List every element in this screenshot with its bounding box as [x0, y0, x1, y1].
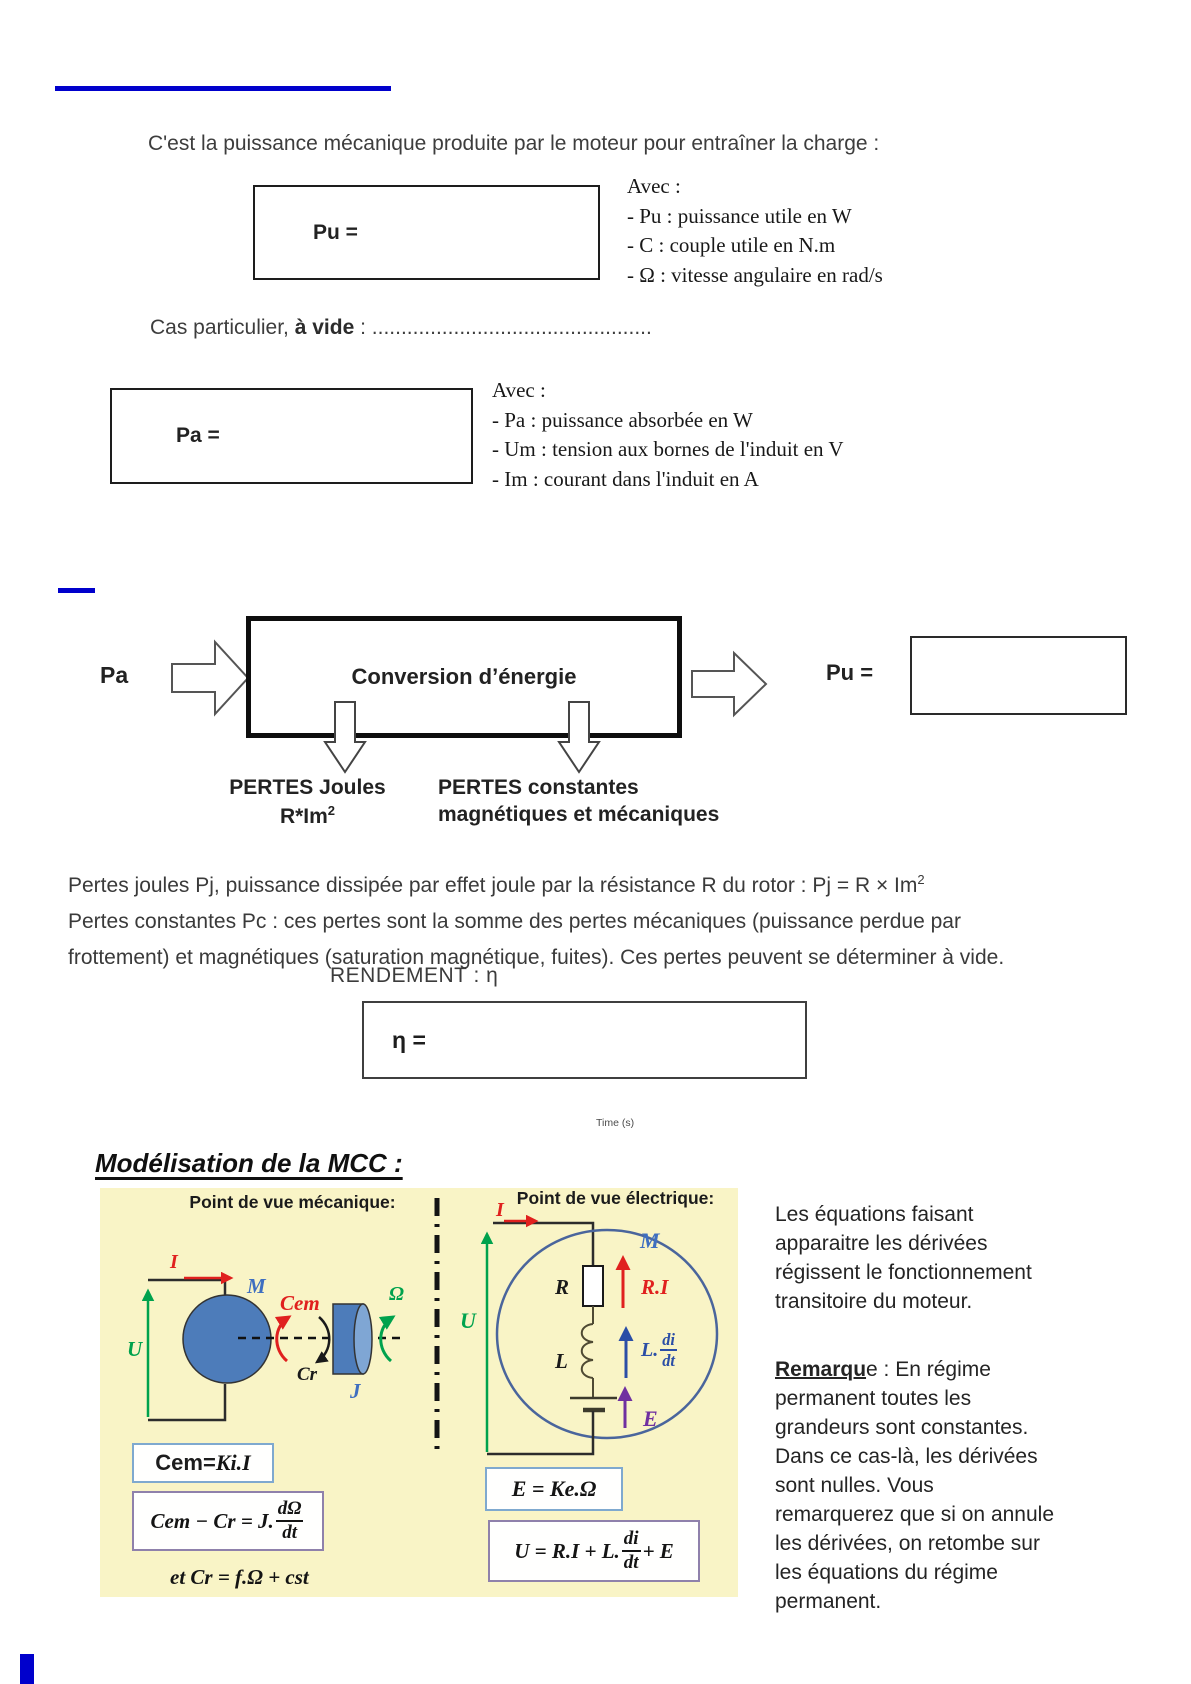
pu-legend-item: - C : couple utile en N.m — [627, 233, 836, 257]
remark-line: les dérivées, on retombe sur — [775, 1532, 1040, 1555]
remark-line: permanent. — [775, 1590, 882, 1613]
eta-box-label: η = — [392, 1027, 426, 1053]
flow-output-label: Pu = — [826, 660, 874, 685]
down-block-arrow-icon — [322, 700, 368, 774]
right-block-arrow-icon — [170, 630, 250, 726]
remark-line: sont nulles. Vous — [775, 1474, 934, 1497]
pa-legend-title: Avec : — [492, 378, 546, 402]
cas-dotted-blank: ................................................ — [371, 316, 652, 339]
cas-colon: : — [354, 316, 372, 339]
rendement-formula-box — [362, 1001, 807, 1079]
motor-label: M — [247, 1274, 266, 1298]
mech-current-label: I — [170, 1251, 178, 1273]
eq-voltage-suffix: + E — [642, 1538, 674, 1563]
mech-view-title: Point de vue mécanique: — [189, 1192, 396, 1212]
pu-formula-box — [253, 185, 600, 280]
pa-legend — [492, 376, 844, 494]
constant-losses-title: PERTES constantes — [438, 776, 639, 799]
remark-rest: e : En régime — [866, 1358, 991, 1381]
pa-formula-box — [110, 388, 473, 484]
resistor-symbol — [583, 1266, 603, 1306]
ldidt-prefix: L. — [641, 1338, 659, 1361]
remark-note — [775, 1355, 1054, 1616]
pa-legend-item: - Im : courant dans l'induit en A — [492, 466, 759, 491]
losses-line2: Pertes constantes Pc : ces pertes sont la somme des pertes mécaniques (puissance perdue par — [68, 910, 961, 933]
note-line: apparaitre les dérivées — [775, 1232, 988, 1255]
cas-prefix: Cas particulier, — [150, 316, 295, 339]
pu-legend-item: - Pu : puissance utile en W — [627, 203, 852, 228]
elec-view-title: Point de vue électrique: — [516, 1188, 715, 1208]
remark-line: Dans ce cas-là, les dérivées — [775, 1445, 1038, 1468]
didt-eq-fraction: $\frac{di}{dt}$ — [623, 1528, 639, 1573]
eq-voltage-prefix: U = R.I + L. — [514, 1538, 620, 1563]
eq-cem-box — [132, 1443, 274, 1483]
elec-voltage-label: U — [460, 1308, 476, 1333]
title-underline — [55, 86, 391, 91]
rendement-title: RENDEMENT : η — [330, 964, 499, 987]
joule-losses-formula — [210, 803, 405, 829]
elec-current-label: I — [496, 1199, 504, 1221]
section-underline — [58, 588, 95, 593]
eq-emf-box — [485, 1467, 623, 1511]
modelisation-heading: Modélisation de la MCC : — [95, 1148, 403, 1178]
conversion-box — [246, 616, 682, 738]
bottom-blue-fragment — [20, 1654, 34, 1684]
remark-line: grandeurs sont constantes. — [775, 1416, 1029, 1439]
cas-particulier-line — [150, 316, 652, 340]
cem-label: Cem — [280, 1291, 320, 1315]
eq-cr-line: et Cr = f.Ω + cst — [170, 1565, 309, 1589]
note-line: Les équations faisant — [775, 1203, 974, 1226]
omega-label: Ω — [389, 1283, 404, 1305]
joule-formula-base: R*Im — [279, 805, 328, 828]
ri-label: R.I — [641, 1275, 669, 1299]
remark-line: remarquerez que si on annule — [775, 1503, 1055, 1526]
pu-legend-item: - Ω : vitesse angulaire en rad/s — [627, 262, 883, 287]
remark-bold-word: Remarqu — [775, 1358, 867, 1381]
eq-voltage-box — [488, 1520, 700, 1582]
note-line: régissent le fonctionnement — [775, 1261, 1032, 1284]
cr-label: Cr — [297, 1364, 318, 1385]
eq-dynamics-prefix: Cem − Cr = J. — [150, 1508, 274, 1533]
conversion-box-label: Conversion d’énergie — [351, 664, 577, 689]
transient-note — [775, 1200, 1032, 1316]
intro-sentence: C'est la puissance mécanique produite par le moteur pour entraîner la charge : — [148, 132, 880, 155]
cas-bold: à vide — [294, 316, 355, 339]
pu-box-label: Pu = — [313, 220, 358, 244]
domega-dt-fraction: $\frac{d\Omega}{dt}$ — [277, 1498, 302, 1543]
resistor-label: R — [555, 1275, 570, 1299]
down-block-arrow-icon — [556, 700, 602, 774]
pu-legend — [627, 172, 883, 290]
remark-first-line — [775, 1355, 1054, 1384]
flow-input-label: Pa — [100, 662, 129, 688]
pa-box-label: Pa = — [176, 424, 220, 447]
right-block-arrow-icon — [690, 642, 768, 726]
pa-legend-item: - Um : tension aux bornes de l'induit en V — [492, 437, 844, 461]
ldidt-label — [641, 1331, 679, 1369]
joule-formula-exponent: 2 — [327, 803, 336, 818]
joule-losses-title: PERTES Joules — [229, 776, 386, 799]
eq-cem-math: Ki.I — [215, 1450, 251, 1475]
pu-legend-title: Avec : — [627, 174, 681, 198]
remark-line: les équations du régime — [775, 1561, 998, 1584]
pa-legend-item: - Pa : puissance absorbée en W — [492, 407, 753, 432]
eq-emf-text: E = Ke.Ω — [511, 1476, 597, 1501]
losses-paragraph — [68, 862, 1004, 976]
losses-line3: frottement) et magnétiques (saturation magnétique, fuites). Ces pertes peuvent se déterminer à vide. — [68, 946, 1005, 969]
time-axis-label: Time (s) — [596, 1117, 635, 1129]
inductor-label: L — [555, 1349, 568, 1373]
inertia-disk-face — [354, 1304, 372, 1374]
elec-motor-label: M — [640, 1228, 660, 1253]
mech-voltage-label: U — [127, 1337, 143, 1361]
remark-line: permanent toutes les — [775, 1387, 972, 1410]
didt-fraction: $\frac{di}{dt}$ — [662, 1330, 675, 1371]
constant-losses-subtitle: magnétiques et mécaniques — [438, 803, 720, 826]
eq-dynamics-box — [132, 1491, 324, 1551]
pu-empty-box — [910, 636, 1127, 715]
emf-label: E — [643, 1406, 658, 1431]
inertia-label: J — [350, 1379, 361, 1403]
losses-line1: Pertes joules Pj, puissance dissipée par effet joule par la résistance R du rotor : $Pj = R \times Im^2$ — [68, 872, 925, 897]
note-line: transitoire du moteur. — [775, 1290, 973, 1313]
eq-cem-prefix: Cem= — [155, 1450, 216, 1475]
